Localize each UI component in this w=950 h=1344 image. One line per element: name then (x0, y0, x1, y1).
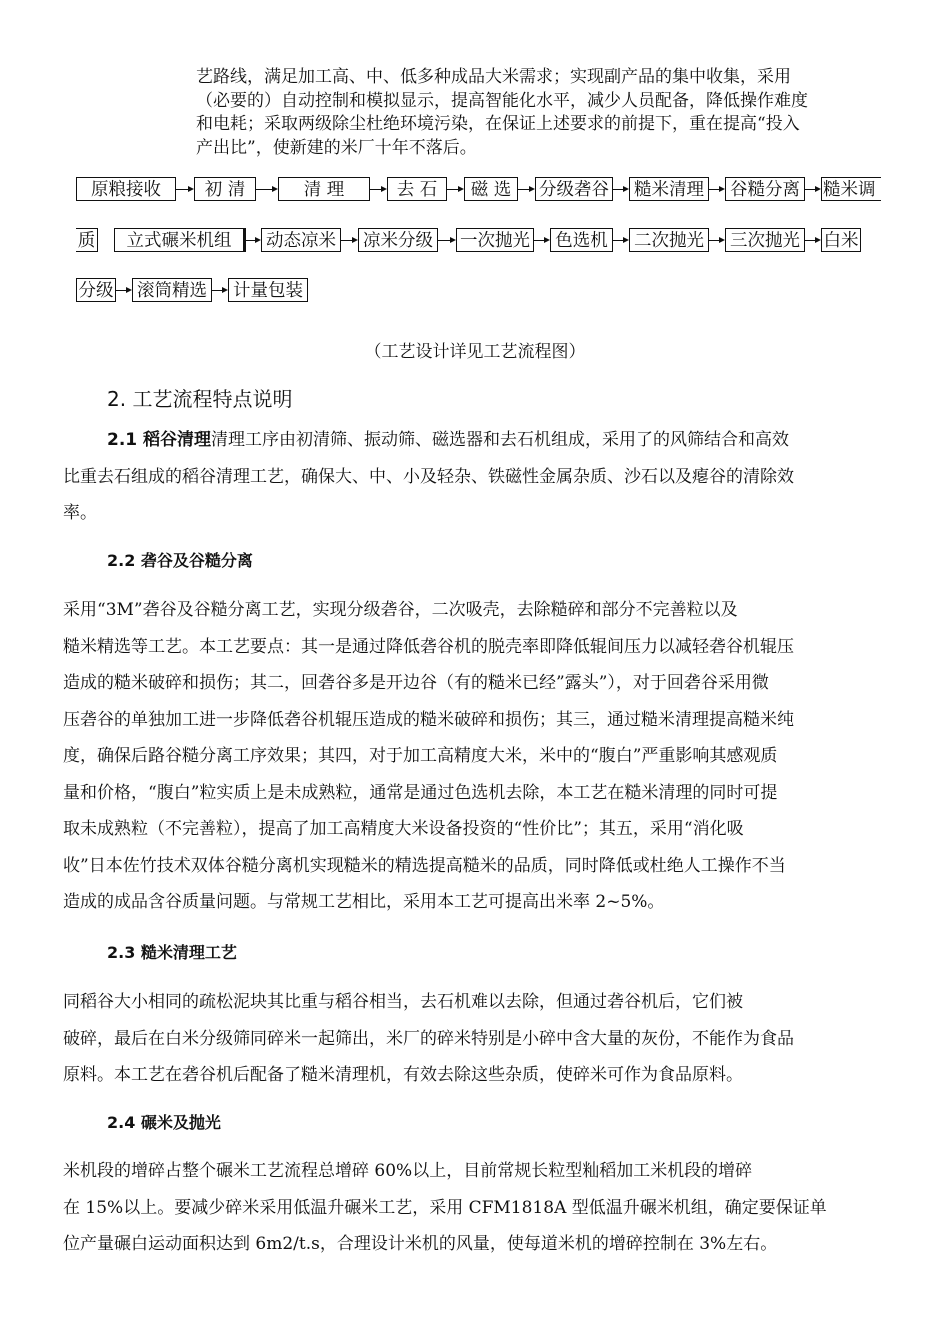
para-line: 压砻谷的单独加工进一步降低砻谷机辊压造成的糙米破碎和损伤；其三，通过糙米清理提高糙米纯 (63, 709, 794, 730)
flow-arrow-icon (116, 278, 132, 302)
flow-step-cool-grading: 凉米分级 (358, 228, 438, 252)
flow-step-polish-3: 三次抛光 (725, 228, 805, 252)
section-2-2-body (63, 592, 889, 921)
flow-row-2 (76, 227, 861, 253)
flow-arrow-icon (518, 177, 535, 201)
section-2-4-body (63, 1153, 889, 1263)
flow-arrow-icon (613, 177, 629, 201)
flow-arrow-icon (534, 228, 550, 252)
flow-step-graded-husking: 分级砻谷 (535, 177, 613, 201)
flow-step-polish-1: 一次抛光 (456, 228, 534, 252)
flow-step-dynamic-cooling: 动态凉米 (261, 228, 341, 252)
para-line: 量和价格，“腹白”粒实质上是未成熟粒，通常是通过色选机去除，本工艺在糙米清理的同时可提 (63, 782, 778, 803)
flow-row-3 (76, 277, 308, 303)
intro-line: 艺路线，满足加工高、中、低多种成品大米需求；实现副产品的集中收集，采用 (196, 67, 791, 87)
para-line: 破碎，最后在白米分级筛同碎米一起筛出，米厂的碎米特别是小碎中含大量的灰份，不能作为食品 (63, 1028, 794, 1049)
flow-step-white-rice: 白米 (821, 228, 861, 252)
flow-step-clean: 清 理 (278, 177, 370, 201)
flow-arrow-icon (246, 228, 261, 252)
para-line: 比重去石组成的稻谷清理工艺，确保大、中、小及轻杂、铁磁性金属杂质、沙石以及瘪谷的清除效 (63, 466, 794, 487)
para-line: 取未成熟粒（不完善粒），提高了加工高精度大米设备投资的“性价比”；其五，采用“消化吸 (63, 819, 744, 839)
para-line: 糙米精选等工艺。本工艺要点：其一是通过降低砻谷机的脱壳率即降低辊间压力以减轻砻谷机辊压 (63, 636, 794, 657)
flow-step-destone: 去 石 (387, 177, 447, 201)
flow-arrow-icon (256, 177, 278, 201)
para-line: 清理工序由初清筛、振动筛、磁选器和去石机组成，采用了的风筛结合和高效 (211, 430, 790, 450)
flow-step-conditioning-cont: 质 (76, 228, 98, 252)
para-line: 率。 (63, 503, 97, 523)
flow-step-weigh-pack: 计量包装 (228, 278, 308, 302)
intro-line: 产出比”，使新建的米厂十年不落后。 (196, 137, 477, 158)
flow-arrow-icon (176, 177, 194, 201)
flow-arrow-icon (709, 228, 725, 252)
para-line: 原料。本工艺在砻谷机后配备了糙米清理机，有效去除这些杂质，使碎米可作为食品原料。 (63, 1065, 743, 1085)
flow-step-magnetic: 磁 选 (464, 177, 518, 201)
flow-arrow-icon (447, 177, 464, 201)
flow-arrow-icon (370, 177, 387, 201)
flow-step-grain-receiving: 原粮接收 (76, 177, 176, 201)
flow-arrow-icon (613, 228, 629, 252)
flow-arrow-icon (212, 278, 228, 302)
flow-step-color-sorter: 色选机 (550, 228, 613, 252)
flow-arrow-icon (805, 177, 821, 201)
section-2-1-heading: 2.1 稻谷清理 (107, 430, 212, 450)
section-2-3-body (63, 984, 889, 1094)
section-2-4-heading: 2.4 碾米及抛光 (107, 1113, 221, 1132)
intro-line: 和电耗；采取两级除尘杜绝环境污染，在保证上述要求的前提下，重在提高“投入 (196, 114, 800, 134)
flow-step-grading: 分级 (76, 278, 116, 302)
flow-step-initial-clean: 初 清 (194, 177, 256, 201)
flow-step-drum-selection: 滚筒精选 (132, 278, 212, 302)
section-2-3-heading: 2.3 糙米清理工艺 (107, 943, 237, 962)
para-line: 采用“3M”砻谷及谷糙分离工艺，实现分级砻谷，二次吸壳，去除糙碎和部分不完善粒以及 (63, 600, 738, 620)
flow-step-polish-2: 二次抛光 (629, 228, 709, 252)
para-line: 同稻谷大小相同的疏松泥块其比重与稻谷相当，去石机难以去除，但通过砻谷机后，它们被 (63, 992, 743, 1012)
flow-step-brown-rice-clean: 糙米清理 (629, 177, 709, 201)
section-title: 2. 工艺流程特点说明 (107, 387, 293, 411)
flow-arrow-icon (341, 228, 358, 252)
flow-step-conditioning: 糙米调 (821, 177, 881, 201)
intro-paragraph (196, 66, 896, 160)
flow-step-vertical-milling: 立式碾米机组 (114, 228, 246, 252)
flow-arrow-icon (709, 177, 725, 201)
section-2-2-heading: 2.2 砻谷及谷糙分离 (107, 551, 253, 570)
para-line: 造成的糙米破碎和损伤；其二，回砻谷多是开边谷（有的糙米已经”露头”），对于回砻谷采用微 (63, 673, 769, 693)
flow-arrow-icon (438, 228, 456, 252)
flow-step-paddy-separation: 谷糙分离 (725, 177, 805, 201)
para-line: 造成的成品含谷质量问题。与常规工艺相比，采用本工艺可提高出米率 2~5%。 (63, 892, 665, 912)
para-line: 米机段的增碎占整个碾米工艺流程总增碎 60%以上，目前常规长粒型籼稻加工米机段的增碎 (63, 1161, 753, 1181)
flow-arrow-icon (805, 228, 821, 252)
para-line: 收”日本佐竹技术双体谷糙分离机实现糙米的精选提高糙米的品质，同时降低或杜绝人工操作不当 (63, 855, 786, 876)
section-2-1 (63, 422, 889, 532)
flow-caption: （工艺设计详见工艺流程图） (364, 342, 586, 362)
para-line: 在 15%以上。要减少碎米采用低温升碾米工艺，采用 CFM1818A 型低温升碾米机组，确定要保证单 (63, 1197, 827, 1218)
flow-row-1 (76, 176, 881, 202)
intro-line: （必要的）自动控制和模拟显示，提高智能化水平，减少人员配备，降低操作难度 (196, 90, 808, 111)
para-line: 位产量碾白运动面积达到 6m2/t.s，合理设计米机的风量，使每道米机的增碎控制在 3%左右。 (63, 1234, 778, 1254)
para-line: 度，确保后路谷糙分离工序效果；其四，对于加工高精度大米，米中的“腹白”严重影响其感观质 (63, 746, 778, 766)
